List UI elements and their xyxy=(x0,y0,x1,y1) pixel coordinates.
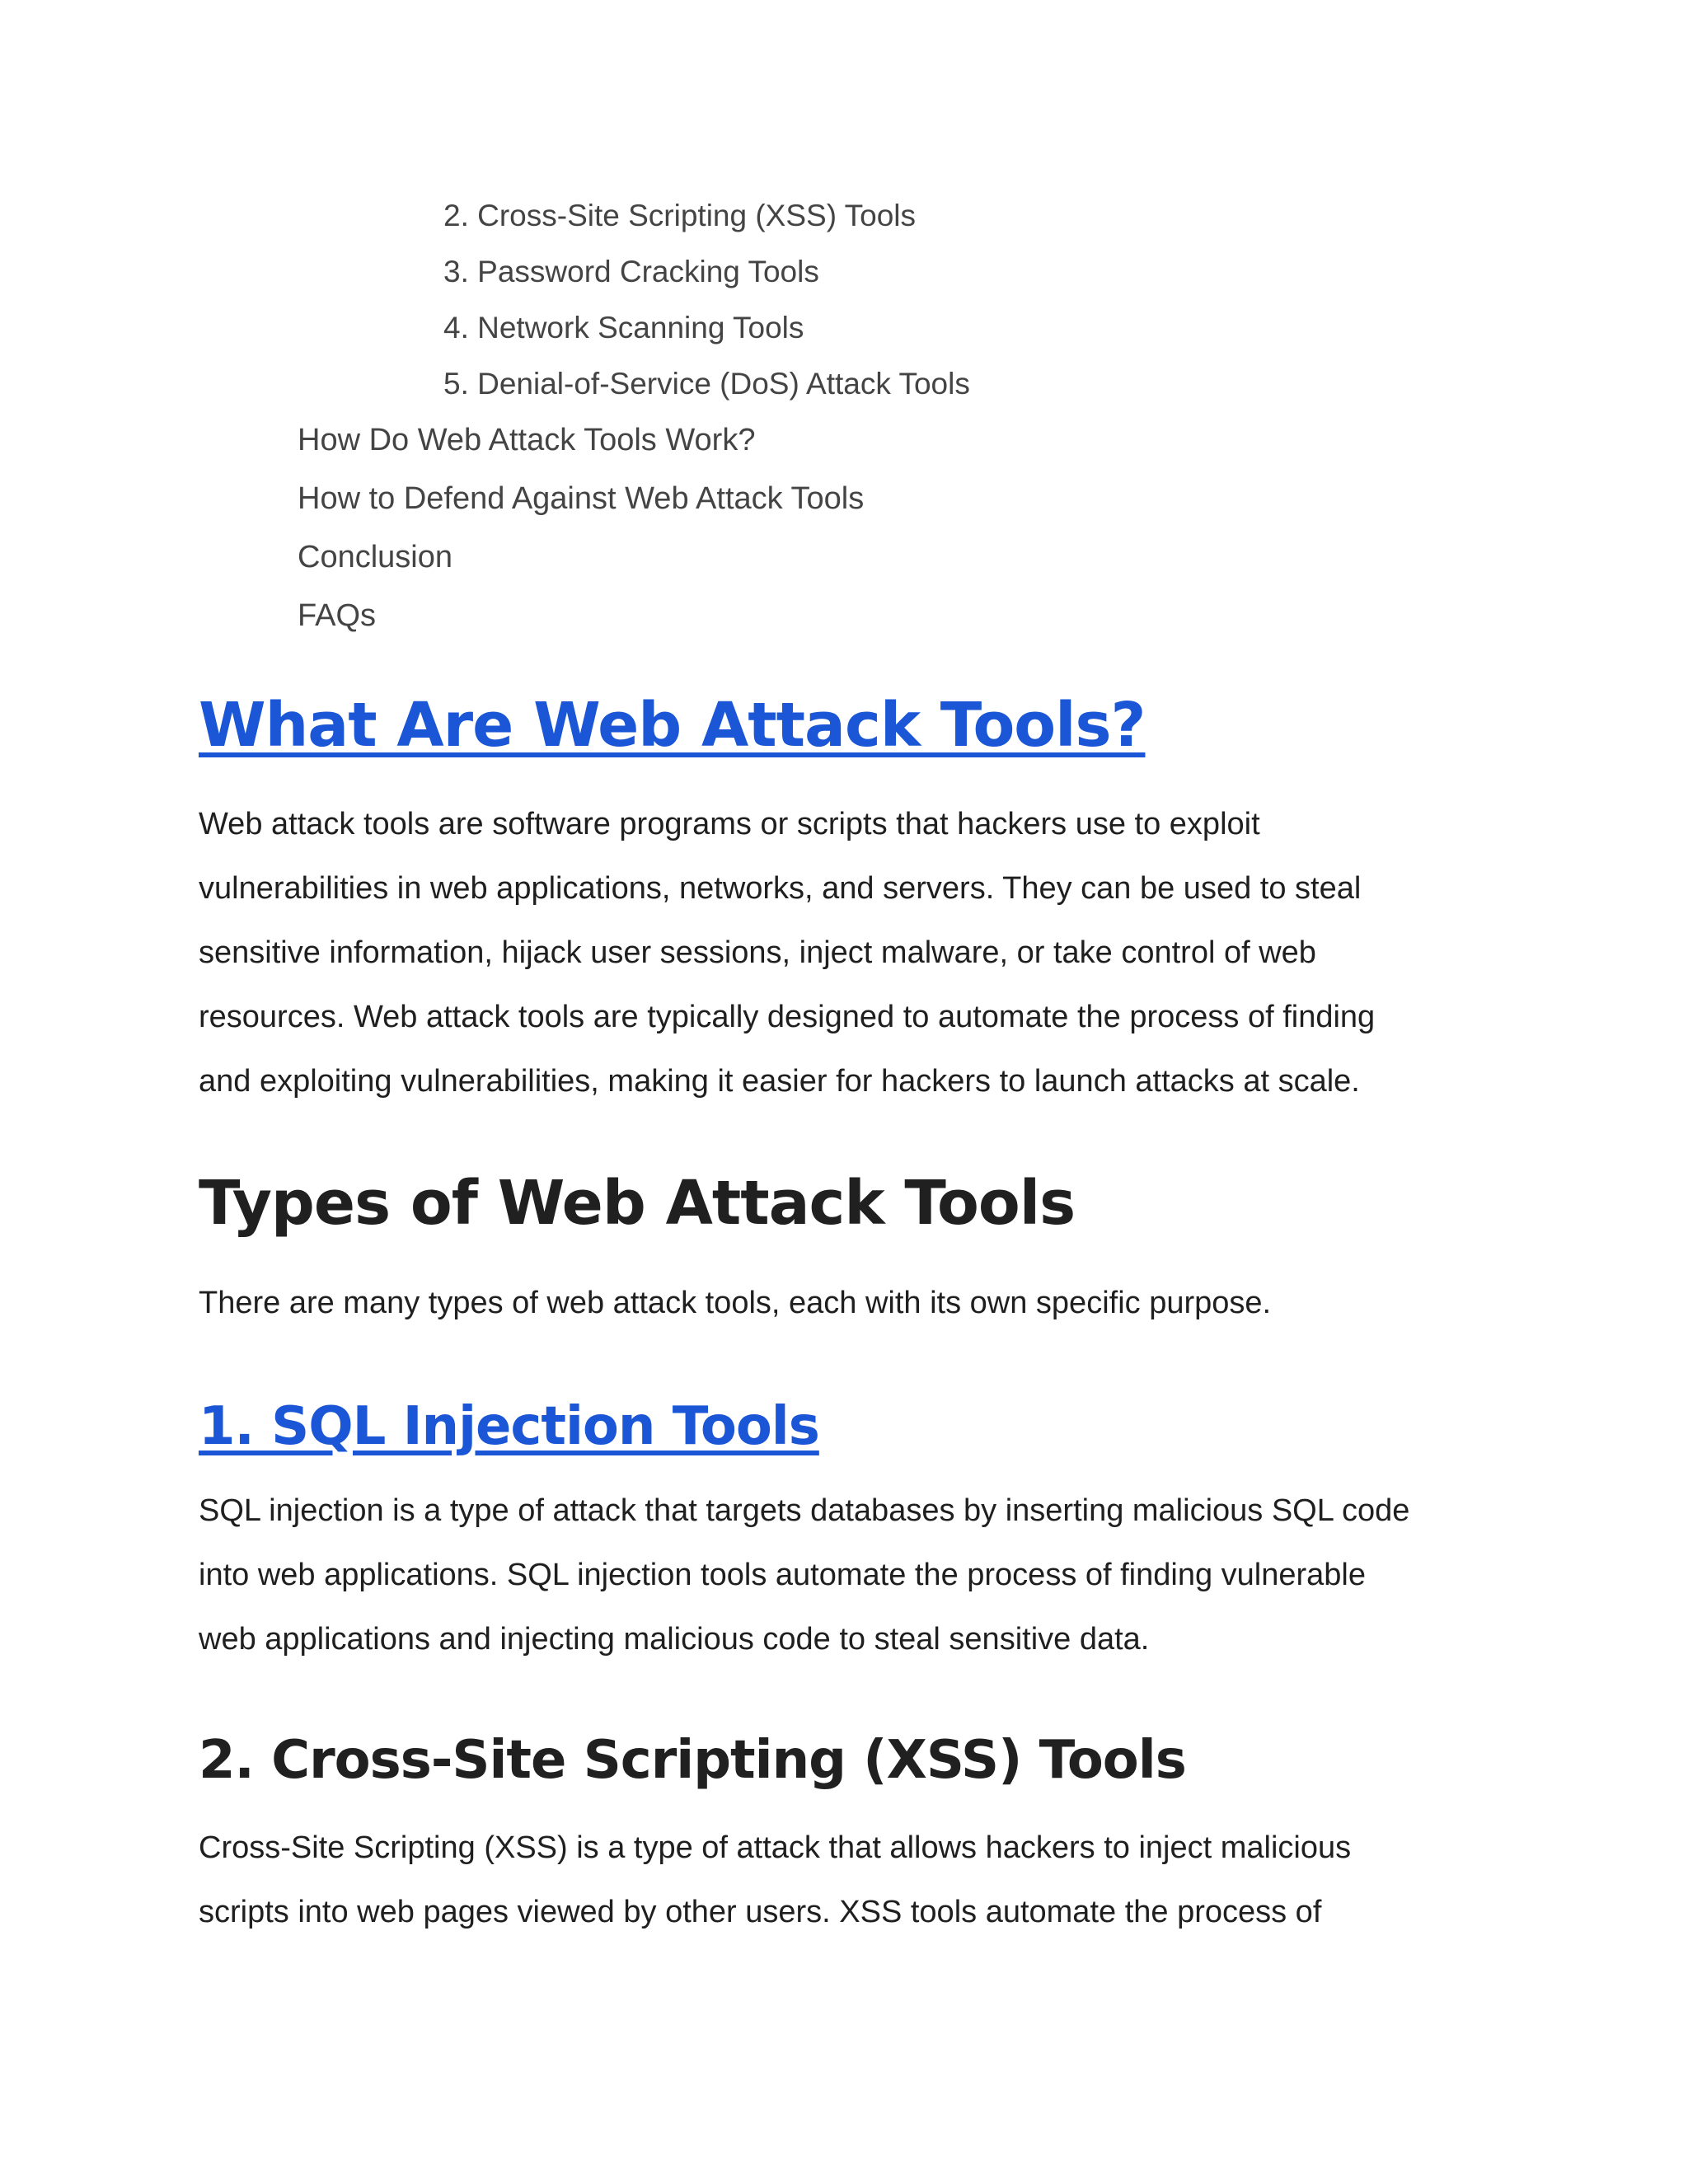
heading-types-of-web-attack-tools: Types of Web Attack Tools xyxy=(199,1168,1076,1239)
paragraph-types xyxy=(199,1271,1550,1335)
heading-sql-injection-tools[interactable]: 1. SQL Injection Tools xyxy=(199,1396,819,1457)
toc-item-xss-tools[interactable]: 2. Cross-Site Scripting (XSS) Tools xyxy=(443,199,917,232)
paragraph-line: resources. Web attack tools are typically designed to automate the process of finding xyxy=(199,1000,1376,1034)
paragraph-line: web applications and injecting malicious code to steal sensitive data. xyxy=(199,1622,1150,1657)
toc-item-faqs[interactable]: FAQs xyxy=(298,598,377,633)
paragraph-line: scripts into web pages viewed by other users. XSS tools automate the process of xyxy=(199,1895,1322,1929)
toc-item-how-tools-work[interactable]: How Do Web Attack Tools Work? xyxy=(298,423,756,457)
paragraph-line: vulnerabilities in web applications, networks, and servers. They can be used to steal xyxy=(199,871,1362,906)
paragraph-line: and exploiting vulnerabilities, making it easier for hackers to launch attacks at scale. xyxy=(199,1064,1360,1099)
toc-item-password-cracking-tools[interactable]: 3. Password Cracking Tools xyxy=(443,255,819,288)
paragraph-xss xyxy=(199,1816,1550,1944)
toc-item-network-scanning-tools[interactable]: 4. Network Scanning Tools xyxy=(443,311,804,344)
paragraph-line: Cross-Site Scripting (XSS) is a type of attack that allows hackers to inject malicious xyxy=(199,1830,1352,1865)
paragraph-line: into web applications. SQL injection tools automate the process of finding vulnerable xyxy=(199,1558,1367,1592)
heading-xss-tools: 2. Cross-Site Scripting (XSS) Tools xyxy=(199,1730,1186,1791)
paragraph-line: sensitive information, hijack user sessions, inject malware, or take control of web xyxy=(199,935,1316,970)
paragraph-sql xyxy=(199,1479,1550,1671)
paragraph-line: Web attack tools are software programs or scripts that hackers use to exploit xyxy=(199,807,1260,841)
paragraph-what-are xyxy=(199,792,1550,1113)
paragraph-line: There are many types of web attack tools, each with its own specific purpose. xyxy=(199,1286,1272,1320)
toc-item-conclusion[interactable]: Conclusion xyxy=(298,540,452,574)
paragraph-line: SQL injection is a type of attack that targets databases by inserting malicious SQL code xyxy=(199,1493,1410,1528)
heading-what-are-web-attack-tools[interactable]: What Are Web Attack Tools? xyxy=(199,690,1146,761)
toc-item-how-to-defend[interactable]: How to Defend Against Web Attack Tools xyxy=(298,481,865,516)
toc-item-dos-attack-tools[interactable]: 5. Denial-of-Service (DoS) Attack Tools xyxy=(443,367,970,401)
